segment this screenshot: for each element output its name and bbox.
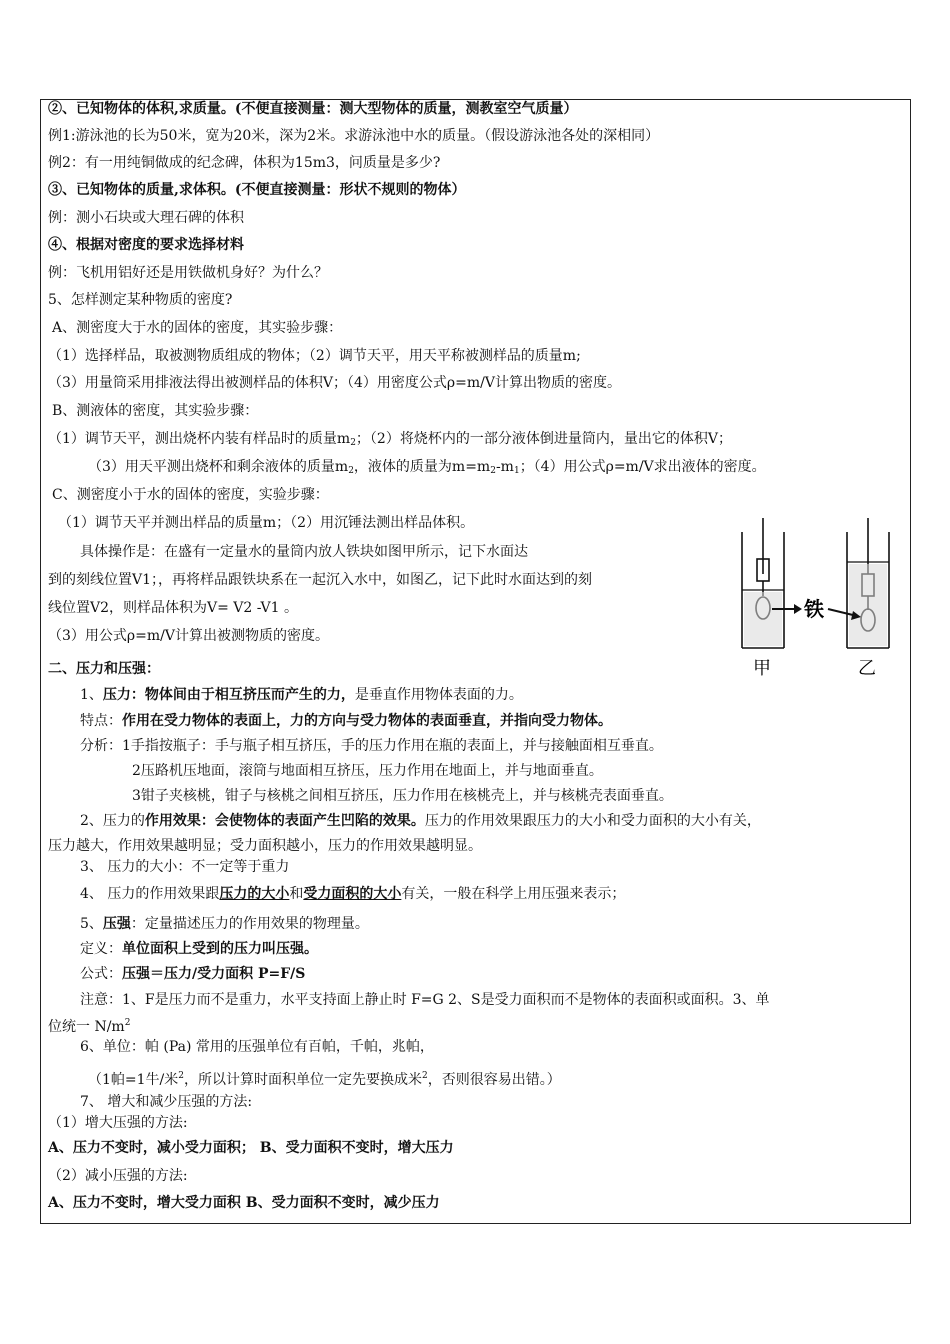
cylinder-figure	[732, 514, 902, 684]
method-a-step-1: （1）选择样品，取被测物质组成的物体；（2）调节天平，用天平称被测样品的质量m;	[48, 348, 581, 364]
method-c-detail-2: 到的刻线位置V1；，再将样品跟铁块系在一起沉入水中，如图乙，记下此时水面达到的刻	[48, 572, 593, 588]
jia-label: 甲	[753, 658, 771, 679]
method-b-step-1: （1）调节天平，测出烧杯内装有样品时的质量$m_2$；（2）将烧杯内的一部分液体倒进量筒内，量出它的体积V；	[48, 431, 732, 448]
method-c-detail-3: 线位置V2，则样品体积为V= V2 -V1 。	[48, 600, 298, 616]
method-b-step-2: （3）用天平测出烧杯和剩余液体的质量$m_2$，液体的质量为$m=m_2-m_1$；（4）用公式ρ=m/V求出液体的密度。	[88, 459, 766, 476]
arrow-head-left	[794, 604, 802, 614]
yi-label: 乙	[858, 658, 876, 679]
cylinder-jia-water	[742, 590, 784, 646]
method-a-heading: A、测密度大于水的固体的密度，其实验步骤：	[52, 320, 343, 336]
pressure-intensity: 5、压强：定量描述压力的作用效果的物理量。	[80, 916, 369, 932]
example-2: 例2：有一用纯铜做成的纪念碑，体积为15m3，问质量是多少?	[48, 155, 441, 171]
pressure-unit: 6、单位：帕 (Pa) 常用的压强单位有百帕，千帕，兆帕，	[80, 1039, 434, 1055]
notes-line-1: 注意：1、F是压力而不是重力，水平支持面上静止时 F=G 2、S是受力面积而不是物体的表面积或面积。3、单	[80, 992, 770, 1008]
method-c-heading: C、测密度小于水的固体的密度，实验步骤：	[52, 487, 329, 503]
pressure-formula: 公式：压强＝压力/受力面积 P=F/S	[80, 966, 306, 982]
decrease-pressure-heading: （2）减小压强的方法:	[48, 1168, 188, 1184]
pressure-unit-note: （1帕=1牛/米$^2$，所以计算时面积单位一定先要换成米$^2$，否则很容易出错。）	[88, 1071, 561, 1088]
increase-decrease-heading: 7、 增大和减少压强的方法:	[80, 1094, 253, 1110]
decrease-pressure-methods: A、压力不变时，增大受力面积 B、受力面积不变时，减少压力	[48, 1195, 440, 1211]
pressure-features: 特点：作用在受力物体的表面上，力的方向与受力物体的表面垂直，并指向受力物体。	[80, 713, 612, 729]
example-4: 例：飞机用铝好还是用铁做机身好？为什么？	[48, 265, 328, 281]
analysis-1: 分析：1手指按瓶子：手与瓶子相互挤压，手的压力作用在瓶的表面上，并与接触面相互垂直。	[80, 738, 663, 754]
method-c-step-3: （3）用公式ρ=m/V计算出被测物质的密度。	[48, 628, 329, 644]
pressure-intensity-definition: 定义：单位面积上受到的压力叫压强。	[80, 941, 318, 957]
method-a-step-2: （3）用量筒采用排液法得出被测样品的体积V；（4）用密度公式ρ=m/V计算出物质的密度。	[48, 375, 621, 391]
method-b-heading: B、测液体的密度，其实验步骤：	[52, 403, 259, 419]
example-3: 例：测小石块或大理石碑的体积	[48, 210, 244, 226]
example-1: 例1:游泳池的长为50米，宽为20米，深为2米。求游泳池中水的质量。（假设游泳池各处的深相同）	[48, 128, 660, 144]
section-pressure-heading: 二、压力和压强：	[48, 661, 160, 677]
analysis-3: 3钳子夹核桃，钳子与核桃之间相互挤压，压力作用在核桃壳上，并与核桃壳表面垂直。	[132, 788, 673, 804]
section-3-heading: ③、已知物体的质量,求体积。(不便直接测量：形状不规则的物体）	[48, 182, 466, 198]
pressure-effect-line-1: 2、压力的作用效果：会使物体的表面产生凹陷的效果。压力的作用效果跟压力的大小和受力面积的大小有关，	[80, 813, 761, 829]
iron-label: 铁	[804, 597, 824, 621]
method-c-step-1: （1）调节天平并测出样品的质量m；（2）用沉锤法测出样品体积。	[58, 515, 475, 531]
pressure-definition: 1、压力：物体间由于相互挤压而产生的力，是垂直作用物体表面的力。	[80, 687, 523, 703]
section-4-heading: ④、根据对密度的要求选择材料	[48, 237, 244, 253]
pressure-effect-factors: 4、 压力的作用效果跟压力的大小和受力面积的大小有关，一般在科学上用压强来表示；	[80, 886, 626, 902]
pressure-magnitude: 3、 压力的大小：不一定等于重力	[80, 859, 290, 875]
increase-pressure-heading: （1）增大压强的方法:	[48, 1115, 188, 1131]
method-c-detail-1: 具体操作是：在盛有一定量水的量筒内放人铁块如图甲所示，记下水面达	[80, 544, 528, 560]
increase-pressure-methods: A、压力不变时，减小受力面积； B、受力面积不变时，增大压力	[48, 1140, 454, 1156]
section-2-heading: ②、已知物体的体积,求质量。(不便直接测量：测大型物体的质量，测教室空气质量）	[48, 101, 578, 117]
question-5: 5、怎样测定某种物质的密度?	[48, 292, 233, 308]
cylinder-yi-water	[847, 562, 889, 646]
notes-line-2: 位统一 $N/m^2$	[48, 1018, 131, 1035]
pressure-effect-line-2: 压力越大，作用效果越明显；受力面积越小，压力的作用效果越明显。	[48, 838, 482, 854]
analysis-2: 2压路机压地面，滚筒与地面相互挤压，压力作用在地面上，并与地面垂直。	[132, 763, 603, 779]
